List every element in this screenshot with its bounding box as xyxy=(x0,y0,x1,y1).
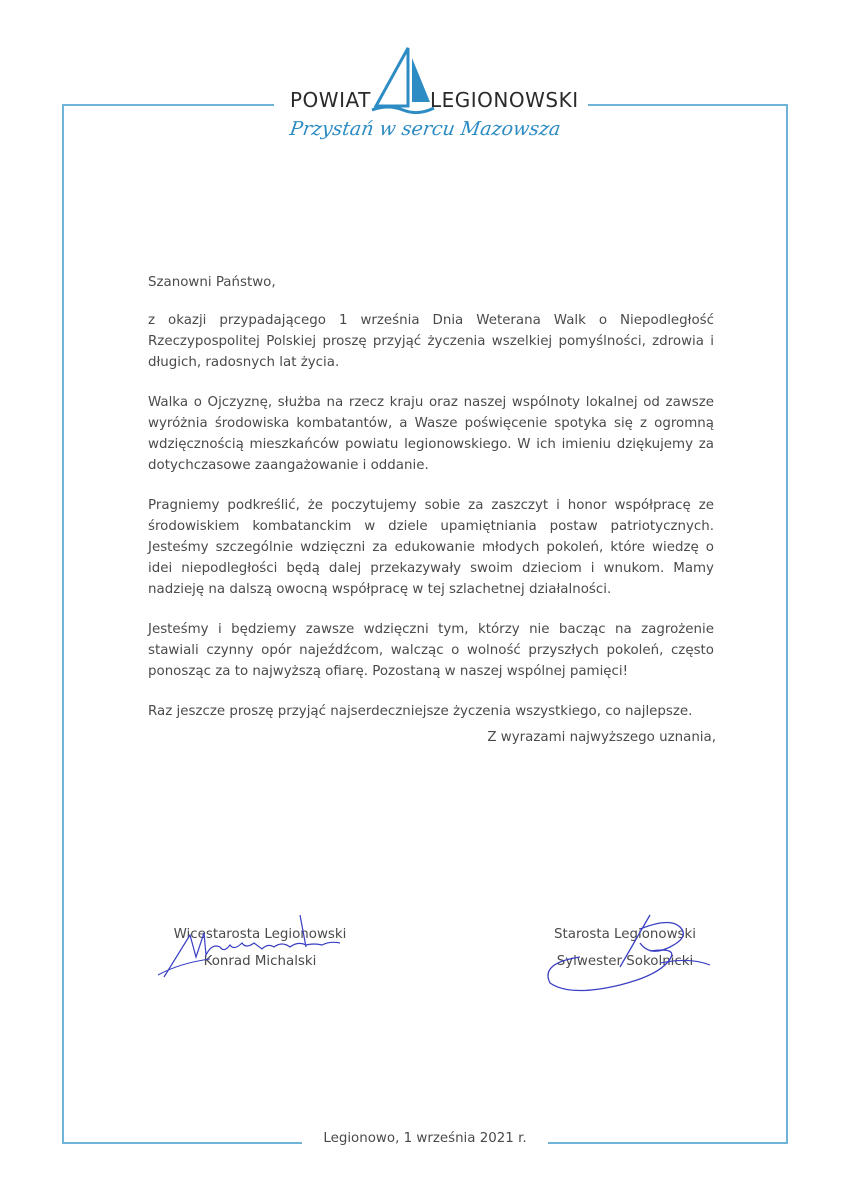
place-and-date: Legionowo, 1 września 2021 r. xyxy=(323,1131,527,1146)
paragraph: Jesteśmy i będziemy zawsze wdzięczni tym, którzy nie bacząc na zagrożenie stawiali czynny opór najeźdźcom, walcząc o wolność przyszłych pokoleń, często ponosząc za to najwyższą ofiarę. Pozostaną w naszej wspólnej pamięci! xyxy=(148,622,714,679)
logo-tagline: Przystań w sercu Mazowsza xyxy=(288,118,563,140)
handwritten-signature-left xyxy=(150,913,360,983)
frame-left xyxy=(62,104,64,1144)
greeting: Szanowni Państwo, xyxy=(148,275,276,290)
paragraph: Pragniemy podkreślić, że poczytujemy sobie za zaszczyt i honor współpracę ze środowiskiem kombatanckim w dziele upamiętniania postaw patriotycznych. Jesteśmy szczególnie wdzięczni za edukowanie młodych pokoleń, które wiedzę o idei niepodległości będą dalej przekazywały swoim dzieciom i wnukom. Mamy nadzieję na dalszą owocną współpracę w tej szlachetnej działalności. xyxy=(148,498,714,597)
signature-block-right xyxy=(520,927,730,969)
closing-line: Z wyrazami najwyższego uznania, xyxy=(487,730,716,745)
frame-top-left xyxy=(62,104,274,106)
logo-word-powiat: POWIAT xyxy=(290,88,371,112)
letter-body xyxy=(148,272,714,741)
signatory-name: Konrad Michalski xyxy=(203,954,317,969)
frame-bottom-right xyxy=(548,1142,788,1144)
paragraph: Raz jeszcze proszę przyjąć najserdeczniejsze życzenia wszystkiego, co najlepsze. xyxy=(148,704,693,719)
powiat-logo xyxy=(280,40,580,160)
logo-word-legionowski: LEGIONOWSKI xyxy=(430,88,579,112)
frame-right xyxy=(786,104,788,1144)
signatory-role: Starosta Legionowski xyxy=(553,927,696,942)
signatory-name: Sylwester Sokolnicki xyxy=(556,954,694,969)
signature-block-left xyxy=(150,927,370,969)
frame-bottom-left xyxy=(62,1142,302,1144)
frame-top-right xyxy=(588,104,788,106)
paragraph: z okazji przypadającego 1 września Dnia Weterana Walk o Niepodległość Rzeczypospolitej Polskiej proszę przyjąć życzenia wszelkiej pomyślności, zdrowia i długich, radosnych lat życia. xyxy=(148,313,714,370)
paragraph: Walka o Ojczyznę, służba na rzecz kraju oraz naszej wspólnoty lokalnej od zawsze wyróżnia środowiska kombatantów, a Wasze poświęcenie spotyka się z ogromną wdzięcznością mieszkańców powiatu legionowskiego. W ich imieniu dziękujemy za dotychczasowe zaangażowanie i oddanie. xyxy=(148,395,714,473)
sailboat-icon xyxy=(368,44,438,114)
handwritten-signature-right xyxy=(520,907,730,997)
signatory-role: Wicestarosta Legionowski xyxy=(173,927,347,942)
